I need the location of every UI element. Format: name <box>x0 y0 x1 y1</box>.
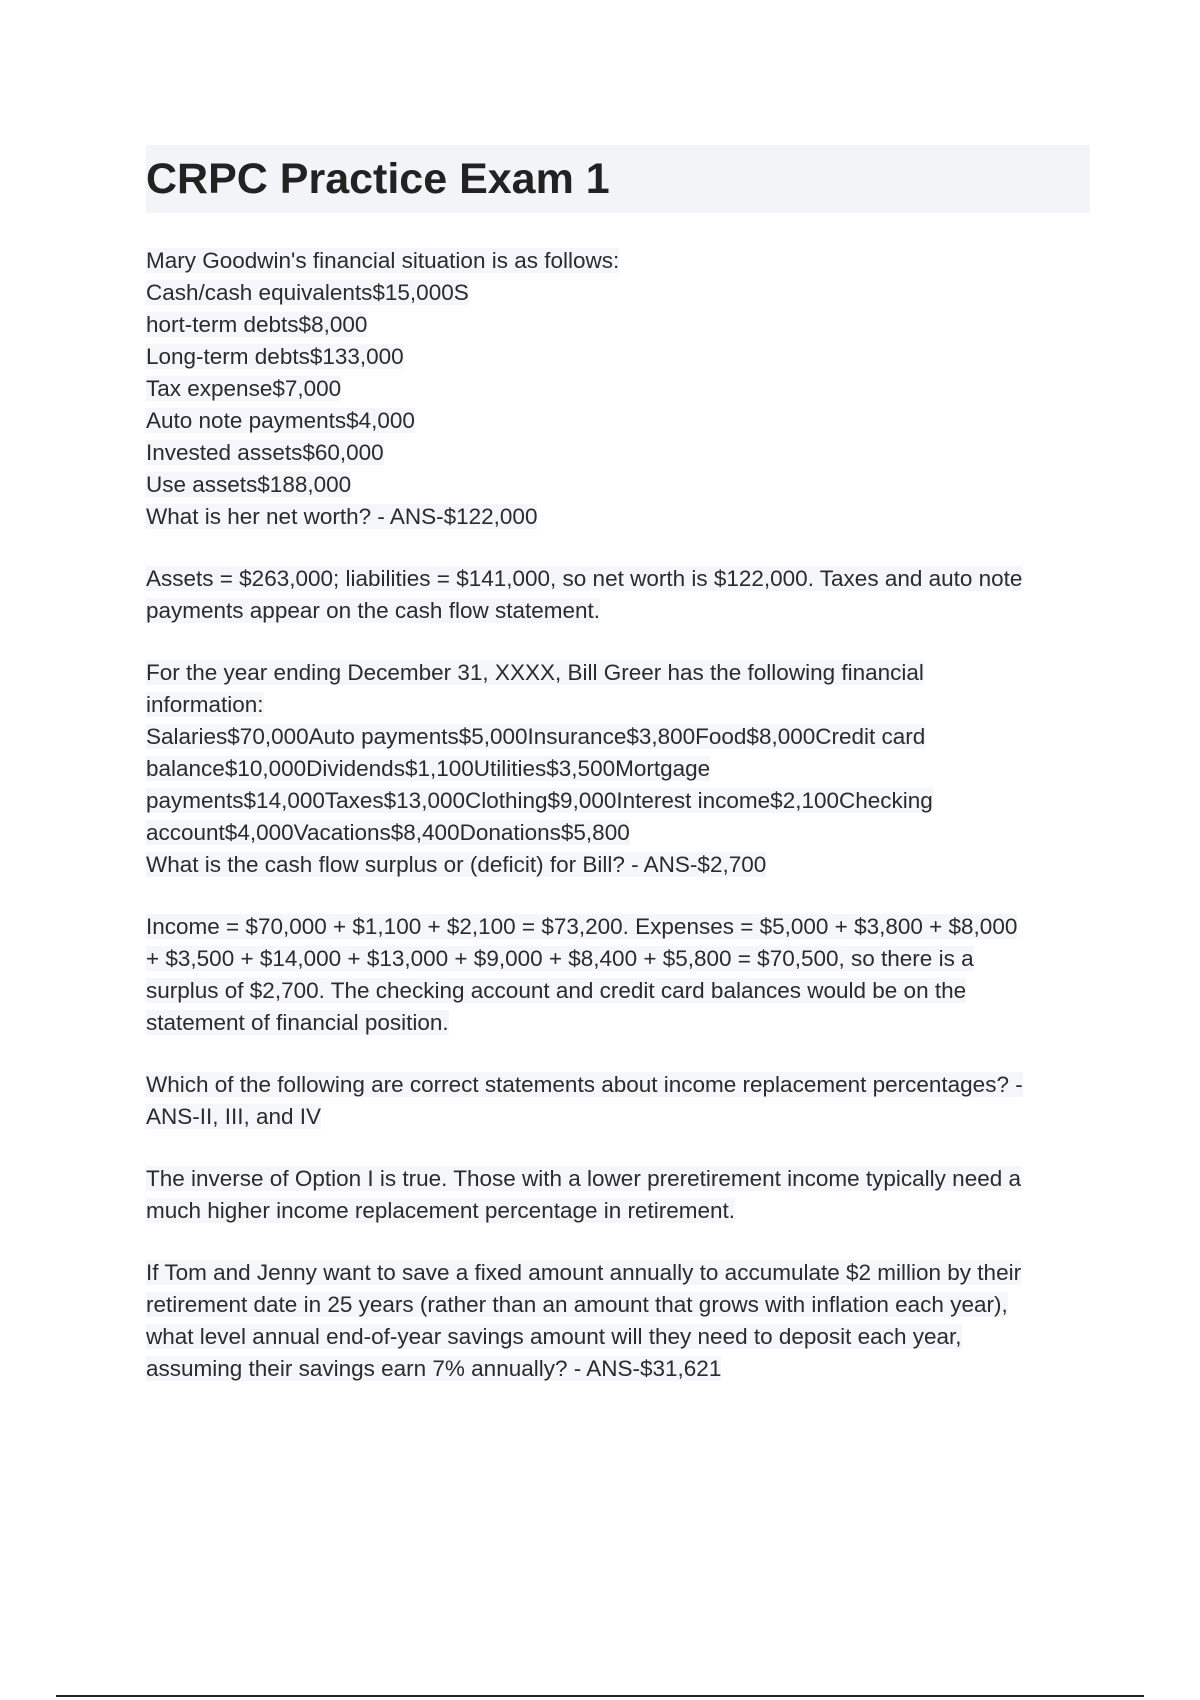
explanation-cash-flow <box>146 911 1090 1039</box>
text-line: Tax expense$7,000 <box>146 376 342 401</box>
text-line: Mary Goodwin's financial situation is as follows: <box>146 248 620 273</box>
answer-line: ANS-II, III, and IV <box>146 1104 322 1129</box>
text-line: much higher income replacement percentage in retirement. <box>146 1198 736 1223</box>
text-line: The inverse of Option I is true. Those with a lower preretirement income typically need a <box>146 1166 1021 1191</box>
text-line: Use assets$188,000 <box>146 472 352 497</box>
question-tom-jenny <box>146 1257 1090 1385</box>
text-line: account$4,000Vacations$8,400Donations$5,800 <box>146 820 630 845</box>
text-line: what level annual end-of-year savings amount will they need to deposit each year, <box>146 1324 962 1349</box>
page-title: CRPC Practice Exam 1 <box>146 145 1090 213</box>
text-line: + $3,500 + $14,000 + $13,000 + $9,000 + $8,400 + $5,800 = $70,500, so there is a <box>146 946 974 971</box>
text-line: Assets = $263,000; liabilities = $141,000, so net worth is $122,000. Taxes and auto note <box>146 566 1023 591</box>
text-line: Which of the following are correct statements about income replacement percentages? - <box>146 1072 1023 1097</box>
text-line: statement of financial position. <box>146 1010 449 1035</box>
text-line: Salaries$70,000Auto payments$5,000Insurance$3,800Food$8,000Credit card <box>146 724 926 749</box>
text-line: Long-term debts$133,000 <box>146 344 404 369</box>
text-line: Cash/cash equivalents$15,000S <box>146 280 469 305</box>
answer-line: What is the cash flow surplus or (deficit) for Bill? - ANS-$2,700 <box>146 852 767 877</box>
text-line: Invested assets$60,000 <box>146 440 384 465</box>
question-bill-greer <box>146 657 1090 881</box>
text-line: payments$14,000Taxes$13,000Clothing$9,000Interest income$2,100Checking <box>146 788 933 813</box>
answer-line: What is her net worth? - ANS-$122,000 <box>146 504 538 529</box>
text-line: If Tom and Jenny want to save a fixed amount annually to accumulate $2 million by their <box>146 1260 1022 1285</box>
text-line: information: <box>146 692 264 717</box>
text-line: Income = $70,000 + $1,100 + $2,100 = $73,200. Expenses = $5,000 + $3,800 + $8,000 <box>146 914 1018 939</box>
text-line: balance$10,000Dividends$1,100Utilities$3,500Mortgage <box>146 756 711 781</box>
answer-line: assuming their savings earn 7% annually? - ANS-$31,621 <box>146 1356 722 1381</box>
text-line: hort-term debts$8,000 <box>146 312 368 337</box>
question-mary-goodwin <box>146 245 1090 533</box>
text-line: payments appear on the cash flow statement. <box>146 598 601 623</box>
document-body <box>146 245 1090 1415</box>
text-line: For the year ending December 31, XXXX, Bill Greer has the following financial <box>146 660 924 685</box>
text-line: Auto note payments$4,000 <box>146 408 415 433</box>
text-line: surplus of $2,700. The checking account and credit card balances would be on the <box>146 978 967 1003</box>
text-line: retirement date in 25 years (rather than an amount that grows with inflation each year), <box>146 1292 1008 1317</box>
footer-divider <box>56 1695 1144 1697</box>
explanation-net-worth <box>146 563 1090 627</box>
explanation-income-replacement <box>146 1163 1090 1227</box>
question-income-replacement <box>146 1069 1090 1133</box>
